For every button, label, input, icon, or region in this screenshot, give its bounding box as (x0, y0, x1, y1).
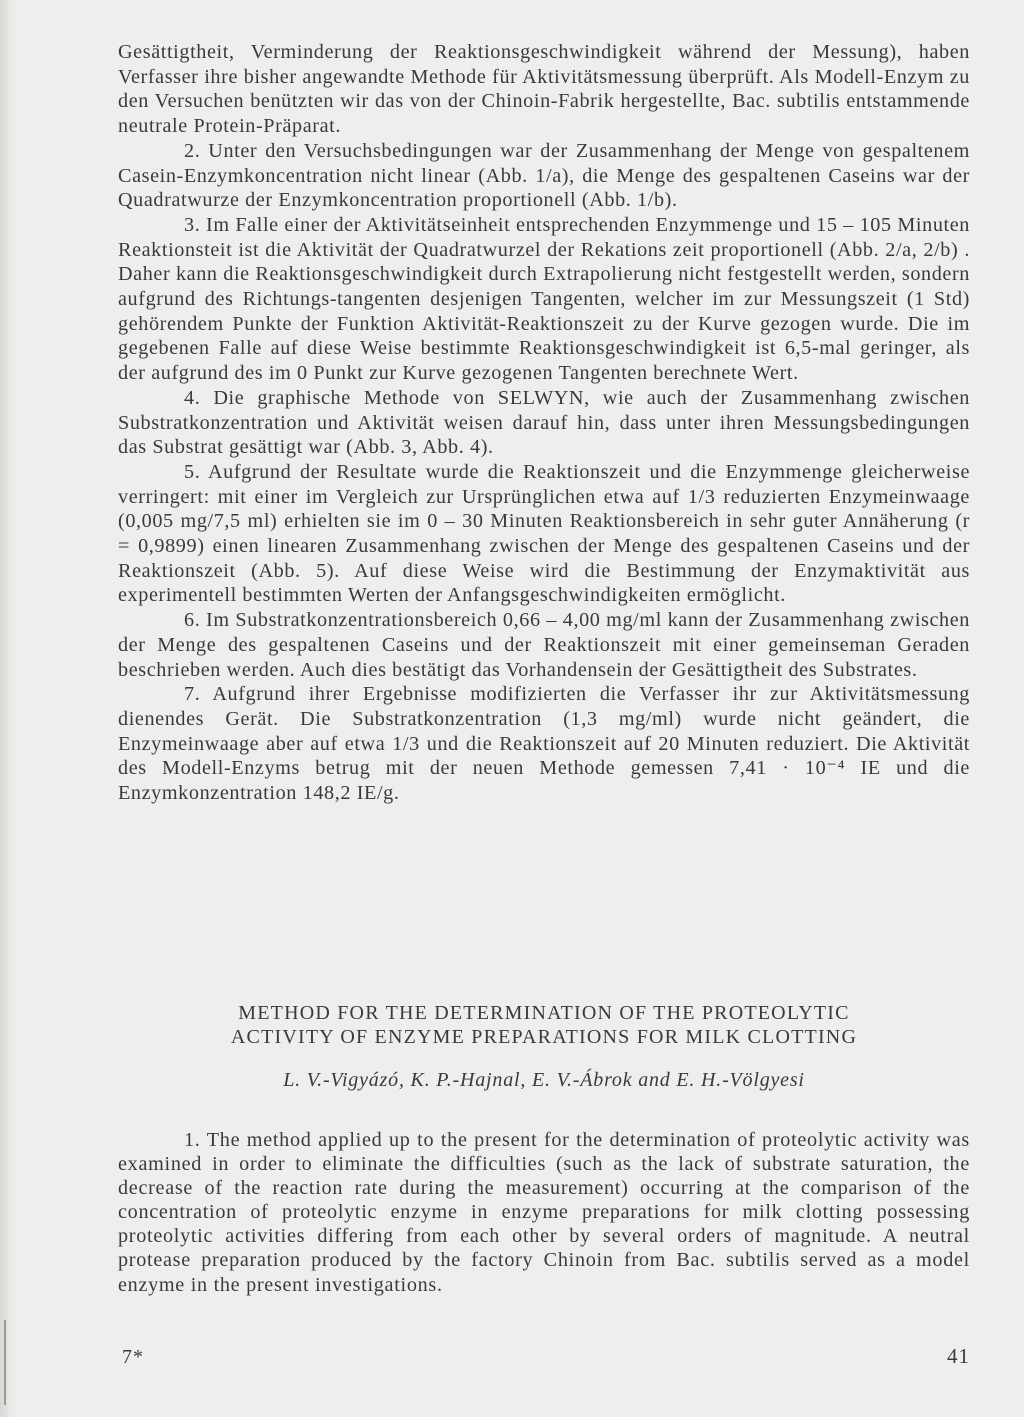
paragraph-1-continued: Gesättigtheit, Verminderung der Reaktionsgeschwindigkeit während der Messung), haben Verfasser ihre bisher angewandte Methode für Aktivitätsmessung überprüft. Als Modell-Enzym zu den Versuchen benützten wir das von der Chinoin-Fabrik hergestellte, Bac. subtilis entstammende neutrale Protein-Präparat. (118, 41, 970, 138)
title-line-1: METHOD FOR THE DETERMINATION OF THE PROTEOLYTIC (238, 1002, 850, 1024)
title-line-2: ACTIVITY OF ENZYME PREPARATIONS FOR MILK CLOTTING (230, 1026, 858, 1048)
paragraph-5: 5. Aufgrund der Resultate wurde die Reaktionszeit und die Enzymmenge gleicherweise verringert: mit einer im Vergleich zur Ursprünglichen etwa auf 1/3 reduzierten Enzymeinwaage (0,005 mg/7,5 ml) erhielten sie im 0 – 30 Minuten Reaktionsbereich in sehr guter Annäherung (r = 0,9899) einen linearen Zusammenhang zwischen der Menge des gespaltenen Caseins und der Reaktionszeit (Abb. 5). Auf diese Weise wird die Bestimmung der Enzymaktivität aus experimentell bestimmten Werten der Anfangsgeschwindigkeiten ermöglicht. (118, 460, 970, 607)
english-title (118, 1001, 970, 1049)
signature-mark: 7* (122, 1346, 144, 1368)
english-summary (118, 1128, 970, 1297)
paragraph-3: 3. Im Falle einer der Aktivitätseinheit entsprechenden Enzymmenge und 15 – 105 Minuten Reaktionsteit ist die Aktivität der Quadratwurzel der Rekations zeit proportionell (Abb. 2/a, 2/b) . Daher kann die Reaktionsgeschwindigkeit durch Extrapolierung nicht festgestellt werden, sondern aufgrund des Richtungs-tangenten desjenigen Tangenten, welcher im zur Messungszeit (1 Std) gehörendem Punkte der Funktion Aktivität-Reaktionszeit zu der Kurve gezogen wurde. Die im gegebenen Falle auf diese Weise bestimmte Reaktionsgeschwindigkeit ist 6,5-mal geringer, als der aufgrund des im 0 Punkt zur Kurve gezogenen Tangenten berechnete Wert. (118, 213, 970, 385)
paragraph-4: 4. Die graphische Methode von SELWYN, wie auch der Zusammenhang zwischen Substratkonzentration und Aktivität weisen darauf hin, dass unter ihren Messungsbedingungen das Substrat gesättigt war (Abb. 3, Abb. 4). (118, 386, 970, 459)
page-binding-edge (0, 0, 18, 1417)
paragraph-2: 2. Unter den Versuchsbedingungen war der Zusammenhang der Menge von gespaltenem Casein-Enzymkoncentration nicht linear (Abb. 1/a), die Menge des gespaltenen Caseins war der Quadratwurze der Enzymkoncentration proportionell (Abb. 1/b). (118, 139, 970, 212)
authors-line: L. V.-Vigyázó, K. P.-Hajnal, E. V.-Ábrok and E. H.-Völgyesi (283, 1069, 805, 1091)
english-paragraph-1: 1. The method applied up to the present for the determination of proteolytic activity was examined in order to eliminate the difficulties (such as the lack of substrate saturation, the decrease of the reaction rate during the measurement) occurring at the comparison of the concentration of proteolytic enzyme in enzyme preparations for milk clotting possessing proteolytic activities differing from each other by several orders of magnitude. A neutral protease preparation produced by the factory Chinoin from Bac. subtilis served as a model enzyme in the present investigations. (118, 1129, 970, 1296)
paragraph-6: 6. Im Substratkonzentrationsbereich 0,66 – 4,00 mg/ml kann der Zusammenhang zwischen der Menge des gespaltenen Caseins und der Reaktionszeit mit einer gemeinseman Geraden beschrieben werden. Auch dies bestätigt das Vorhandensein der Gesättigtheit des Substrates. (118, 609, 970, 681)
paragraph-7: 7. Aufgrund ihrer Ergebnisse modifizierten die Verfasser ihr zur Aktivitätsmessung dienendes Gerät. Die Substratkonzentration (1,3 mg/ml) wurde nicht geändert, die Enzymeinwaage aber auf etwa 1/3 und die Reaktionszeit auf 20 Minuten reduziert. Die Aktivität des Modell-Enzyms betrug mit der neuen Methode gemessen 7,41 · 10⁻⁴ IE und die Enzymkonzentration 148,2 IE/g. (118, 683, 970, 805)
page-number: 41 (947, 1344, 970, 1368)
german-summary (118, 40, 970, 806)
